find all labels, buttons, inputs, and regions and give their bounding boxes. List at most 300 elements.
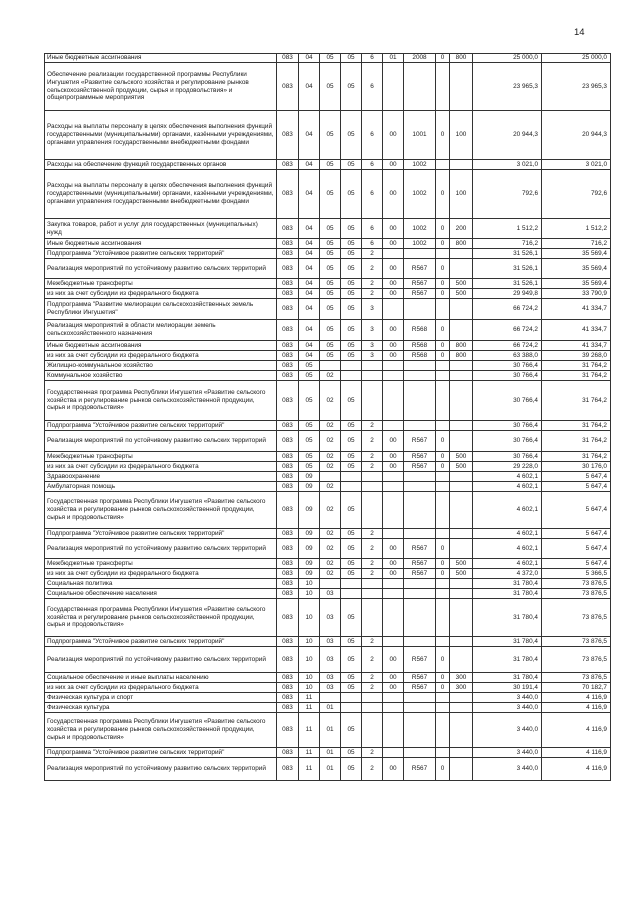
- direction-code-cell: 1002: [404, 170, 436, 219]
- amount-year2-cell: 35 569,4: [542, 259, 611, 279]
- program-code-cell: 05: [341, 748, 362, 758]
- direction-code-cell: R567: [404, 758, 436, 781]
- subsection-code-cell: [320, 472, 341, 482]
- item-name-cell: Амбулаторная помощь: [45, 482, 277, 492]
- expense-type-code-cell: [450, 431, 473, 452]
- ministry-code-cell: 083: [277, 559, 299, 569]
- main-event-code-cell: 00: [383, 279, 404, 289]
- program-code-cell: 05: [341, 249, 362, 259]
- extra-code-cell: [436, 579, 450, 589]
- subsection-code-cell: 05: [320, 320, 341, 341]
- item-name-cell: Государственная программа Республики Ингушетия «Развитие сельского хозяйства и регулирование рынков сельскохозяйственной продукции, сырья и продовольствия»: [45, 599, 277, 637]
- section-code-cell: 04: [299, 279, 320, 289]
- ministry-code-cell: 083: [277, 320, 299, 341]
- subprogram-code-cell: [362, 482, 383, 492]
- section-code-cell: 11: [299, 758, 320, 781]
- extra-code-cell: [436, 492, 450, 529]
- section-code-cell: 04: [299, 219, 320, 239]
- amount-year2-cell: 3 021,0: [542, 160, 611, 170]
- amount-year1-cell: 29 949,8: [473, 289, 542, 299]
- expense-type-code-cell: 800: [450, 351, 473, 361]
- subprogram-code-cell: [362, 599, 383, 637]
- extra-code-cell: [436, 703, 450, 713]
- main-event-code-cell: [383, 703, 404, 713]
- amount-year1-cell: 4 602,1: [473, 529, 542, 539]
- extra-code-cell: 0: [436, 683, 450, 693]
- item-name-cell: из них за счет субсидии из федерального бюджета: [45, 683, 277, 693]
- extra-code-cell: [436, 381, 450, 421]
- extra-code-cell: 0: [436, 452, 450, 462]
- subprogram-code-cell: 6: [362, 239, 383, 249]
- expense-type-code-cell: [450, 758, 473, 781]
- expense-type-code-cell: 500: [450, 559, 473, 569]
- main-event-code-cell: [383, 693, 404, 703]
- item-name-cell: из них за счет субсидии из федерального бюджета: [45, 289, 277, 299]
- item-name-cell: Закупка товаров, работ и услуг для государственных (муниципальных) нужд: [45, 219, 277, 239]
- main-event-code-cell: 00: [383, 341, 404, 351]
- item-name-cell: Иные бюджетные ассигнования: [45, 341, 277, 351]
- subprogram-code-cell: 3: [362, 341, 383, 351]
- extra-code-cell: [436, 299, 450, 320]
- program-code-cell: 05: [341, 758, 362, 781]
- amount-year2-cell: 31 764,2: [542, 431, 611, 452]
- subprogram-code-cell: 2: [362, 569, 383, 579]
- direction-code-cell: [404, 299, 436, 320]
- amount-year1-cell: 30 766,4: [473, 361, 542, 371]
- ministry-code-cell: 083: [277, 249, 299, 259]
- ministry-code-cell: 083: [277, 421, 299, 431]
- amount-year1-cell: 792,6: [473, 170, 542, 219]
- amount-year1-cell: 30 191,4: [473, 683, 542, 693]
- table-row: [45, 371, 611, 381]
- expense-type-code-cell: [450, 599, 473, 637]
- section-code-cell: 05: [299, 452, 320, 462]
- item-name-cell: Расходы на обеспечение функций государственных органов: [45, 160, 277, 170]
- ministry-code-cell: 083: [277, 673, 299, 683]
- subsection-code-cell: 01: [320, 748, 341, 758]
- item-name-cell: из них за счет субсидии из федерального бюджета: [45, 351, 277, 361]
- amount-year2-cell: 4 116,9: [542, 693, 611, 703]
- amount-year2-cell: 70 182,7: [542, 683, 611, 693]
- subsection-code-cell: 03: [320, 647, 341, 673]
- item-name-cell: Межбюджетные трансферты: [45, 559, 277, 569]
- program-code-cell: 05: [341, 160, 362, 170]
- extra-code-cell: [436, 160, 450, 170]
- ministry-code-cell: 083: [277, 351, 299, 361]
- table-row: [45, 569, 611, 579]
- amount-year1-cell: 3 440,0: [473, 748, 542, 758]
- subsection-code-cell: 05: [320, 239, 341, 249]
- extra-code-cell: 0: [436, 569, 450, 579]
- subprogram-code-cell: 6: [362, 63, 383, 111]
- amount-year1-cell: 31 780,4: [473, 589, 542, 599]
- subprogram-code-cell: 2: [362, 637, 383, 647]
- subprogram-code-cell: 2: [362, 279, 383, 289]
- program-code-cell: 05: [341, 239, 362, 249]
- ministry-code-cell: 083: [277, 703, 299, 713]
- direction-code-cell: R567: [404, 539, 436, 559]
- direction-code-cell: [404, 529, 436, 539]
- amount-year2-cell: 33 790,9: [542, 289, 611, 299]
- program-code-cell: 05: [341, 54, 362, 63]
- extra-code-cell: [436, 361, 450, 371]
- extra-code-cell: 0: [436, 431, 450, 452]
- table-row: [45, 703, 611, 713]
- subprogram-code-cell: [362, 703, 383, 713]
- direction-code-cell: [404, 693, 436, 703]
- ministry-code-cell: 083: [277, 279, 299, 289]
- extra-code-cell: 0: [436, 673, 450, 683]
- amount-year1-cell: 30 766,4: [473, 452, 542, 462]
- subsection-code-cell: 05: [320, 54, 341, 63]
- subsection-code-cell: 03: [320, 589, 341, 599]
- direction-code-cell: [404, 482, 436, 492]
- extra-code-cell: [436, 421, 450, 431]
- direction-code-cell: R567: [404, 569, 436, 579]
- table-row: [45, 683, 611, 693]
- expense-type-code-cell: [450, 703, 473, 713]
- table-row: [45, 492, 611, 529]
- program-code-cell: 05: [341, 683, 362, 693]
- amount-year1-cell: 1 512,2: [473, 219, 542, 239]
- item-name-cell: из них за счет субсидии из федерального бюджета: [45, 569, 277, 579]
- subsection-code-cell: 03: [320, 637, 341, 647]
- main-event-code-cell: 01: [383, 54, 404, 63]
- main-event-code-cell: [383, 371, 404, 381]
- expense-type-code-cell: [450, 589, 473, 599]
- expense-type-code-cell: [450, 63, 473, 111]
- expense-type-code-cell: [450, 693, 473, 703]
- ministry-code-cell: 083: [277, 54, 299, 63]
- ministry-code-cell: 083: [277, 381, 299, 421]
- item-name-cell: Реализация мероприятий по устойчивому развитию сельских территорий: [45, 647, 277, 673]
- section-code-cell: 04: [299, 249, 320, 259]
- main-event-code-cell: 00: [383, 462, 404, 472]
- section-code-cell: 04: [299, 170, 320, 219]
- section-code-cell: 04: [299, 111, 320, 160]
- amount-year2-cell: 5 647,4: [542, 539, 611, 559]
- amount-year1-cell: 31 780,4: [473, 673, 542, 683]
- main-event-code-cell: 00: [383, 259, 404, 279]
- amount-year1-cell: 66 724,2: [473, 299, 542, 320]
- section-code-cell: 04: [299, 54, 320, 63]
- direction-code-cell: [404, 421, 436, 431]
- ministry-code-cell: 083: [277, 637, 299, 647]
- extra-code-cell: 0: [436, 289, 450, 299]
- program-code-cell: [341, 703, 362, 713]
- direction-code-cell: 2008: [404, 54, 436, 63]
- section-code-cell: 05: [299, 381, 320, 421]
- table-row: [45, 320, 611, 341]
- direction-code-cell: R568: [404, 320, 436, 341]
- program-code-cell: 05: [341, 279, 362, 289]
- amount-year2-cell: 30 176,0: [542, 462, 611, 472]
- direction-code-cell: R567: [404, 462, 436, 472]
- amount-year1-cell: 23 965,3: [473, 63, 542, 111]
- item-name-cell: Реализация мероприятий по устойчивому развитию сельских территорий: [45, 539, 277, 559]
- amount-year2-cell: 5 647,4: [542, 529, 611, 539]
- item-name-cell: Социальное обеспечение населения: [45, 589, 277, 599]
- table-row: [45, 289, 611, 299]
- section-code-cell: 10: [299, 589, 320, 599]
- extra-code-cell: [436, 371, 450, 381]
- program-code-cell: 05: [341, 320, 362, 341]
- section-code-cell: 05: [299, 361, 320, 371]
- subprogram-code-cell: [362, 371, 383, 381]
- program-code-cell: 05: [341, 529, 362, 539]
- item-name-cell: Подпрограмма "Развитие мелиорации сельскохозяйственных земель Республики Ингушетия": [45, 299, 277, 320]
- program-code-cell: 05: [341, 259, 362, 279]
- item-name-cell: Здравоохранение: [45, 472, 277, 482]
- amount-year2-cell: 792,6: [542, 170, 611, 219]
- item-name-cell: из них за счет субсидии из федерального бюджета: [45, 462, 277, 472]
- amount-year1-cell: 4 602,1: [473, 482, 542, 492]
- main-event-code-cell: [383, 599, 404, 637]
- expense-type-code-cell: 800: [450, 341, 473, 351]
- expense-type-code-cell: [450, 259, 473, 279]
- amount-year1-cell: 30 766,4: [473, 421, 542, 431]
- item-name-cell: Физическая культура и спорт: [45, 693, 277, 703]
- section-code-cell: 11: [299, 713, 320, 748]
- budget-allocation-table: [44, 53, 611, 781]
- ministry-code-cell: 083: [277, 579, 299, 589]
- amount-year2-cell: 5 647,4: [542, 482, 611, 492]
- expense-type-code-cell: [450, 160, 473, 170]
- expense-type-code-cell: [450, 472, 473, 482]
- program-code-cell: 05: [341, 219, 362, 239]
- amount-year2-cell: 41 334,7: [542, 299, 611, 320]
- item-name-cell: Подпрограмма "Устойчивое развитие сельских территорий": [45, 249, 277, 259]
- program-code-cell: 05: [341, 170, 362, 219]
- direction-code-cell: R567: [404, 431, 436, 452]
- item-name-cell: Подпрограмма "Устойчивое развитие сельских территорий": [45, 421, 277, 431]
- amount-year2-cell: 73 876,5: [542, 599, 611, 637]
- subprogram-code-cell: 2: [362, 758, 383, 781]
- amount-year2-cell: 35 569,4: [542, 279, 611, 289]
- amount-year2-cell: 20 944,3: [542, 111, 611, 160]
- program-code-cell: 05: [341, 431, 362, 452]
- section-code-cell: 09: [299, 492, 320, 529]
- subprogram-code-cell: [362, 492, 383, 529]
- extra-code-cell: [436, 589, 450, 599]
- section-code-cell: 04: [299, 351, 320, 361]
- amount-year1-cell: 63 388,0: [473, 351, 542, 361]
- table-row: [45, 279, 611, 289]
- main-event-code-cell: [383, 63, 404, 111]
- item-name-cell: Расходы на выплаты персоналу в целях обеспечения выполнения функций государственными (муниципальными) органами, казёнными учреждениями, органами управления государственными внебюджетными фондами: [45, 170, 277, 219]
- extra-code-cell: 0: [436, 219, 450, 239]
- subsection-code-cell: 01: [320, 713, 341, 748]
- table-row: [45, 341, 611, 351]
- direction-code-cell: [404, 713, 436, 748]
- subsection-code-cell: 02: [320, 559, 341, 569]
- table-row: [45, 462, 611, 472]
- main-event-code-cell: 00: [383, 239, 404, 249]
- subsection-code-cell: 05: [320, 249, 341, 259]
- item-name-cell: Расходы на выплаты персоналу в целях обеспечения выполнения функций государственными (муниципальными) органами, казёнными учреждениями, органами управления государственными внебюджетными фондами: [45, 111, 277, 160]
- amount-year1-cell: 66 724,2: [473, 341, 542, 351]
- main-event-code-cell: 00: [383, 539, 404, 559]
- amount-year2-cell: 5 366,5: [542, 569, 611, 579]
- subprogram-code-cell: 2: [362, 259, 383, 279]
- subsection-code-cell: 05: [320, 299, 341, 320]
- amount-year1-cell: 716,2: [473, 239, 542, 249]
- subsection-code-cell: 05: [320, 259, 341, 279]
- subsection-code-cell: [320, 579, 341, 589]
- program-code-cell: [341, 361, 362, 371]
- table-row: [45, 219, 611, 239]
- subsection-code-cell: 03: [320, 683, 341, 693]
- amount-year1-cell: 25 000,0: [473, 54, 542, 63]
- extra-code-cell: [436, 472, 450, 482]
- direction-code-cell: [404, 63, 436, 111]
- extra-code-cell: 0: [436, 539, 450, 559]
- subsection-code-cell: 01: [320, 703, 341, 713]
- subsection-code-cell: 05: [320, 63, 341, 111]
- amount-year1-cell: 3 440,0: [473, 713, 542, 748]
- extra-code-cell: 0: [436, 351, 450, 361]
- item-name-cell: Государственная программа Республики Ингушетия «Развитие сельского хозяйства и регулирование рынков сельскохозяйственной продукции, сырья и продовольствия»: [45, 713, 277, 748]
- extra-code-cell: [436, 63, 450, 111]
- main-event-code-cell: [383, 713, 404, 748]
- item-name-cell: Обеспечение реализации государственной программы Республики Ингушетия «Развитие сельского хозяйства и регулирование рынков сельскохозяйственной продукции, сырья и продовольствия» и общепрограммные мероприятия: [45, 63, 277, 111]
- direction-code-cell: R567: [404, 279, 436, 289]
- section-code-cell: 10: [299, 673, 320, 683]
- main-event-code-cell: 00: [383, 289, 404, 299]
- expense-type-code-cell: 500: [450, 452, 473, 462]
- item-name-cell: Государственная программа Республики Ингушетия «Развитие сельского хозяйства и регулирование рынков сельскохозяйственной продукции, сырья и продовольствия»: [45, 381, 277, 421]
- section-code-cell: 05: [299, 421, 320, 431]
- amount-year1-cell: 20 944,3: [473, 111, 542, 160]
- ministry-code-cell: 083: [277, 748, 299, 758]
- expense-type-code-cell: [450, 529, 473, 539]
- amount-year1-cell: 3 440,0: [473, 703, 542, 713]
- subprogram-code-cell: 6: [362, 111, 383, 160]
- item-name-cell: Межбюджетные трансферты: [45, 452, 277, 462]
- item-name-cell: Реализация мероприятий по устойчивому развитию сельских территорий: [45, 758, 277, 781]
- program-code-cell: 05: [341, 492, 362, 529]
- amount-year2-cell: 5 647,4: [542, 559, 611, 569]
- program-code-cell: 05: [341, 351, 362, 361]
- main-event-code-cell: 00: [383, 569, 404, 579]
- section-code-cell: 09: [299, 529, 320, 539]
- amount-year2-cell: 73 876,5: [542, 589, 611, 599]
- ministry-code-cell: 083: [277, 462, 299, 472]
- subsection-code-cell: 05: [320, 279, 341, 289]
- direction-code-cell: 1001: [404, 111, 436, 160]
- section-code-cell: 11: [299, 748, 320, 758]
- direction-code-cell: R567: [404, 452, 436, 462]
- direction-code-cell: R567: [404, 673, 436, 683]
- ministry-code-cell: 083: [277, 219, 299, 239]
- direction-code-cell: [404, 637, 436, 647]
- ministry-code-cell: 083: [277, 647, 299, 673]
- subsection-code-cell: 02: [320, 529, 341, 539]
- section-code-cell: 05: [299, 462, 320, 472]
- ministry-code-cell: 083: [277, 452, 299, 462]
- expense-type-code-cell: [450, 748, 473, 758]
- direction-code-cell: R567: [404, 559, 436, 569]
- subprogram-code-cell: [362, 713, 383, 748]
- section-code-cell: 04: [299, 160, 320, 170]
- subprogram-code-cell: 3: [362, 320, 383, 341]
- direction-code-cell: [404, 599, 436, 637]
- subsection-code-cell: 05: [320, 289, 341, 299]
- direction-code-cell: [404, 703, 436, 713]
- extra-code-cell: 0: [436, 279, 450, 289]
- ministry-code-cell: 083: [277, 758, 299, 781]
- amount-year1-cell: 3 440,0: [473, 693, 542, 703]
- program-code-cell: 05: [341, 673, 362, 683]
- extra-code-cell: 0: [436, 758, 450, 781]
- direction-code-cell: [404, 472, 436, 482]
- section-code-cell: 04: [299, 239, 320, 249]
- ministry-code-cell: 083: [277, 569, 299, 579]
- direction-code-cell: R567: [404, 683, 436, 693]
- subprogram-code-cell: 2: [362, 673, 383, 683]
- main-event-code-cell: 00: [383, 170, 404, 219]
- subsection-code-cell: 02: [320, 431, 341, 452]
- direction-code-cell: [404, 361, 436, 371]
- expense-type-code-cell: [450, 249, 473, 259]
- program-code-cell: [341, 371, 362, 381]
- ministry-code-cell: 083: [277, 259, 299, 279]
- subprogram-code-cell: 2: [362, 529, 383, 539]
- ministry-code-cell: 083: [277, 539, 299, 559]
- program-code-cell: 05: [341, 713, 362, 748]
- expense-type-code-cell: 800: [450, 54, 473, 63]
- section-code-cell: 09: [299, 472, 320, 482]
- main-event-code-cell: [383, 421, 404, 431]
- main-event-code-cell: 00: [383, 431, 404, 452]
- expense-type-code-cell: [450, 482, 473, 492]
- direction-code-cell: [404, 589, 436, 599]
- item-name-cell: Подпрограмма "Устойчивое развитие сельских территорий": [45, 529, 277, 539]
- program-code-cell: 05: [341, 462, 362, 472]
- program-code-cell: 05: [341, 421, 362, 431]
- table-row: [45, 249, 611, 259]
- extra-code-cell: [436, 637, 450, 647]
- main-event-code-cell: 00: [383, 320, 404, 341]
- amount-year2-cell: 4 116,9: [542, 758, 611, 781]
- subsection-code-cell: [320, 693, 341, 703]
- main-event-code-cell: 00: [383, 647, 404, 673]
- extra-code-cell: 0: [436, 341, 450, 351]
- section-code-cell: 11: [299, 693, 320, 703]
- main-event-code-cell: [383, 748, 404, 758]
- amount-year1-cell: 31 526,1: [473, 279, 542, 289]
- direction-code-cell: [404, 249, 436, 259]
- expense-type-code-cell: 500: [450, 289, 473, 299]
- amount-year1-cell: 31 780,4: [473, 637, 542, 647]
- table-row: [45, 559, 611, 569]
- extra-code-cell: 0: [436, 259, 450, 279]
- expense-type-code-cell: 500: [450, 462, 473, 472]
- main-event-code-cell: [383, 361, 404, 371]
- item-name-cell: Иные бюджетные ассигнования: [45, 54, 277, 63]
- expense-type-code-cell: [450, 371, 473, 381]
- program-code-cell: [341, 579, 362, 589]
- ministry-code-cell: 083: [277, 713, 299, 748]
- table-row: [45, 170, 611, 219]
- main-event-code-cell: 00: [383, 683, 404, 693]
- subprogram-code-cell: 2: [362, 421, 383, 431]
- table-body: [45, 54, 611, 781]
- extra-code-cell: 0: [436, 559, 450, 569]
- subsection-code-cell: 02: [320, 569, 341, 579]
- subprogram-code-cell: 2: [362, 289, 383, 299]
- subsection-code-cell: 05: [320, 111, 341, 160]
